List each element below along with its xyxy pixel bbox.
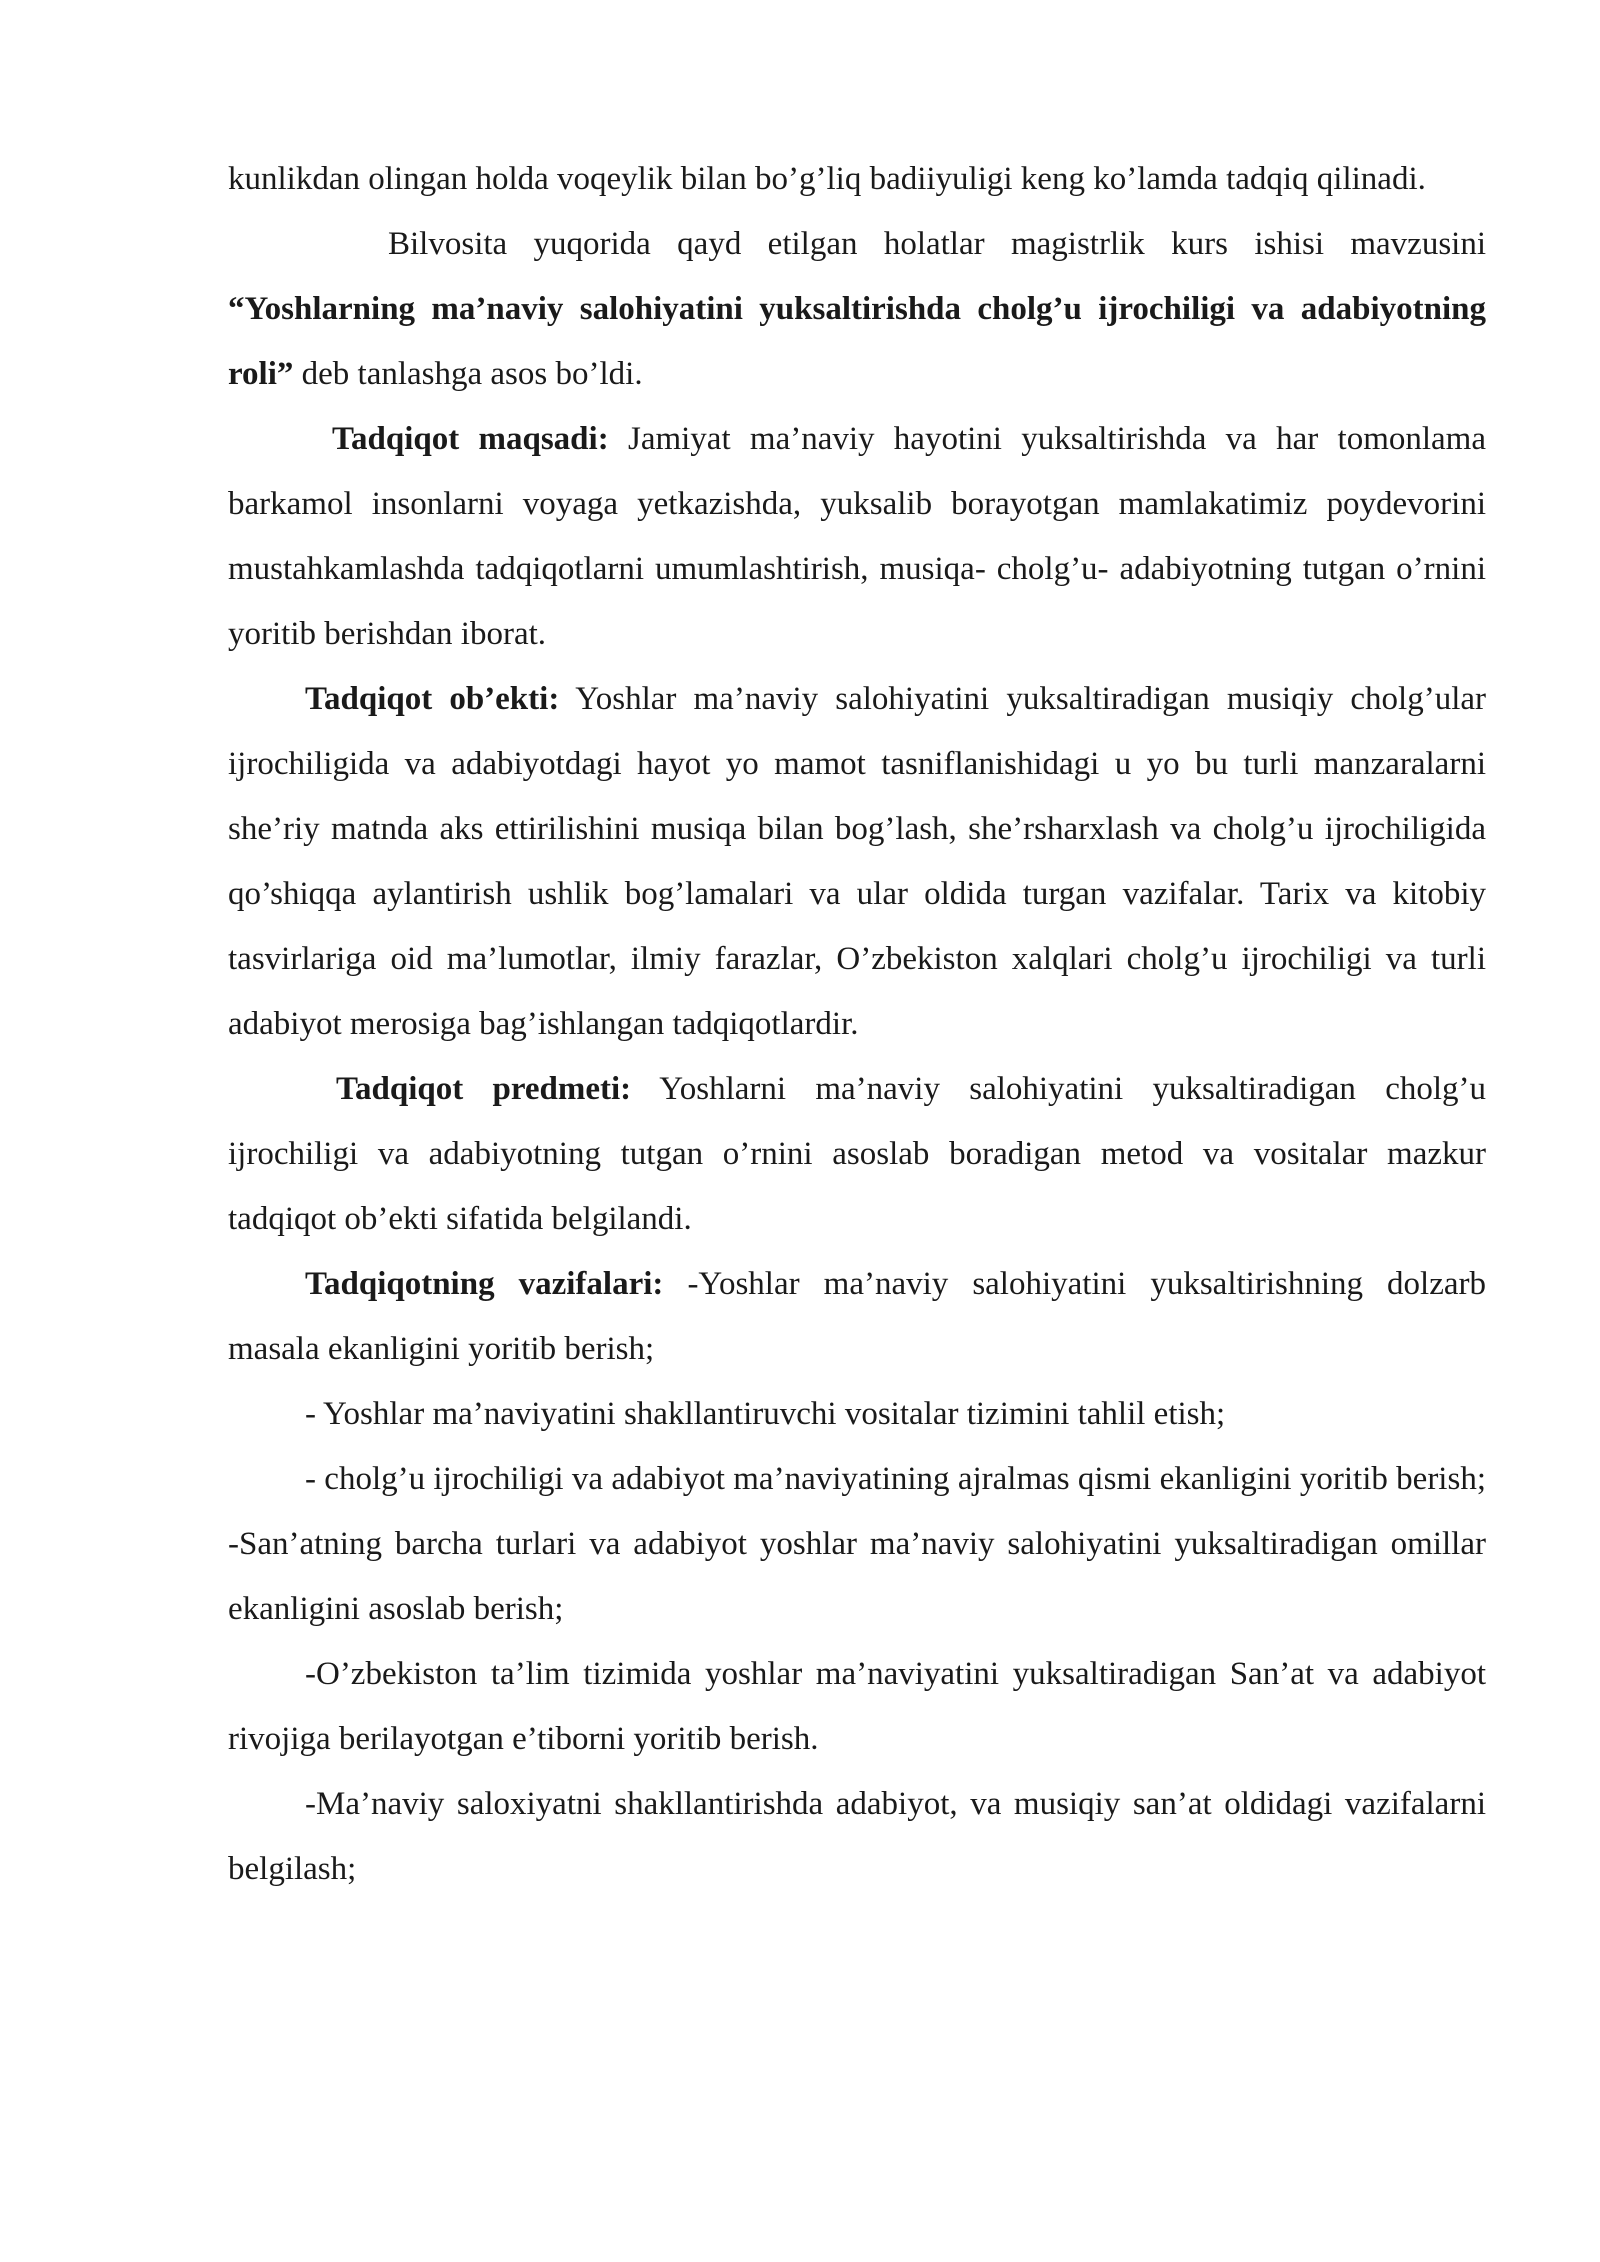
- list-item-task: [228, 1447, 1486, 1642]
- paragraph-text: Yoshlarni ma’naviy salohiyatini yuksaltiradigan cholg’u ijrochiligi va adabiyotning tutgan o’rnini asoslab boradigan metod va vositalar mazkur tadqiqot ob’ekti sifatida belgilandi.: [228, 1071, 1487, 1237]
- list-item-task: [228, 1382, 1486, 1447]
- section-label-subject: Tadqiqot predmeti:: [336, 1071, 632, 1107]
- paragraph-text: -Yoshlar ma’naviy salohiyatini yuksaltirishning dolzarb masala ekanligini yoritib berish;: [228, 1266, 1486, 1367]
- section-label-tasks: Tadqiqotning vazifalari:: [305, 1266, 664, 1302]
- paragraph-text: -Ma’naviy saloxiyatni shakllantirishda adabiyot, va musiqiy san’at oldidagi vazifalarni belgilash;: [228, 1786, 1486, 1887]
- paragraph-research-tasks: [228, 1252, 1486, 1382]
- paragraph-text: - cholg’u ijrochiligi va adabiyot ma’naviyatining ajralmas qismi ekanligini yoritib berish; -San’atning barcha turlari va adabiyot yoshlar ma’naviy salohiyatini yuksaltiradigan omillar ekanligini asoslab berish;: [228, 1461, 1486, 1627]
- list-item-task: [228, 1772, 1486, 1902]
- paragraph-text: Yoshlar ma’naviy salohiyatini yuksaltiradigan musiqiy cholg’ular ijrochiligida va adabiyotdagi hayot yo mamot tasniflanishidagi u yo bu turli manzaralarni she’riy matnda aks ettirilishini musiqa bilan bog’lash, she’rsharxlash va cholg’u ijrochiligida qo’shiqqa aylantirish ushlik bog’lamalari va ular oldida turgan vazifalar. Tarix va kitobiy tasvirlariga oid ma’lumotlar, ilmiy farazlar, O’zbekiston xalqlari cholg’u ijrochiligi va turli adabiyot merosiga bag’ishlangan tadqiqotlardir.: [228, 681, 1487, 1042]
- paragraph-topic-choice: [228, 212, 1486, 407]
- thesis-title: “Yoshlarning ma’naviy salohiyatini yuksaltirishda cholg’u ijrochiligi va adabiyotning roli”: [228, 291, 1486, 392]
- paragraph-intro-continuation: [228, 147, 1486, 212]
- paragraph-text: Jamiyat ma’naviy hayotini yuksaltirishda va har tomonlama barkamol insonlarni voyaga yetkazishda, yuksalib borayotgan mamlakatimiz poydevorini mustahkamlashda tadqiqotlarni umumlashtirish, musiqa- cholg’u- adabiyotning tutgan o’rnini yoritib berishdan iborat.: [228, 421, 1486, 652]
- list-item-task: [228, 1642, 1486, 1772]
- paragraph-text: - Yoshlar ma’naviyatini shakllantiruvchi vositalar tizimini tahlil etish;: [305, 1396, 1226, 1432]
- paragraph-text: -O’zbekiston ta’lim tizimida yoshlar ma’naviyatini yuksaltiradigan San’at va adabiyot rivojiga berilayotgan e’tiborni yoritib berish.: [228, 1656, 1486, 1757]
- paragraph-text: kunlikdan olingan holda voqeylik bilan bo’g’liq badiiyuligi keng ko’lamda tadqiq qilinadi.: [228, 161, 1426, 197]
- section-label-object: Tadqiqot ob’ekti:: [305, 681, 560, 717]
- paragraph-tail-text: deb tanlashga asos bo’ldi.: [293, 356, 643, 392]
- paragraph-research-object: [228, 667, 1486, 1057]
- section-label-goal: Tadqiqot maqsadi:: [332, 421, 609, 457]
- document-page: [228, 147, 1486, 1902]
- paragraph-research-goal: [228, 407, 1486, 667]
- paragraph-lead-text: Bilvosita yuqorida qayd etilgan holatlar magistrlik kurs ishisi mavzusini: [388, 226, 1486, 262]
- paragraph-research-subject: [228, 1057, 1486, 1252]
